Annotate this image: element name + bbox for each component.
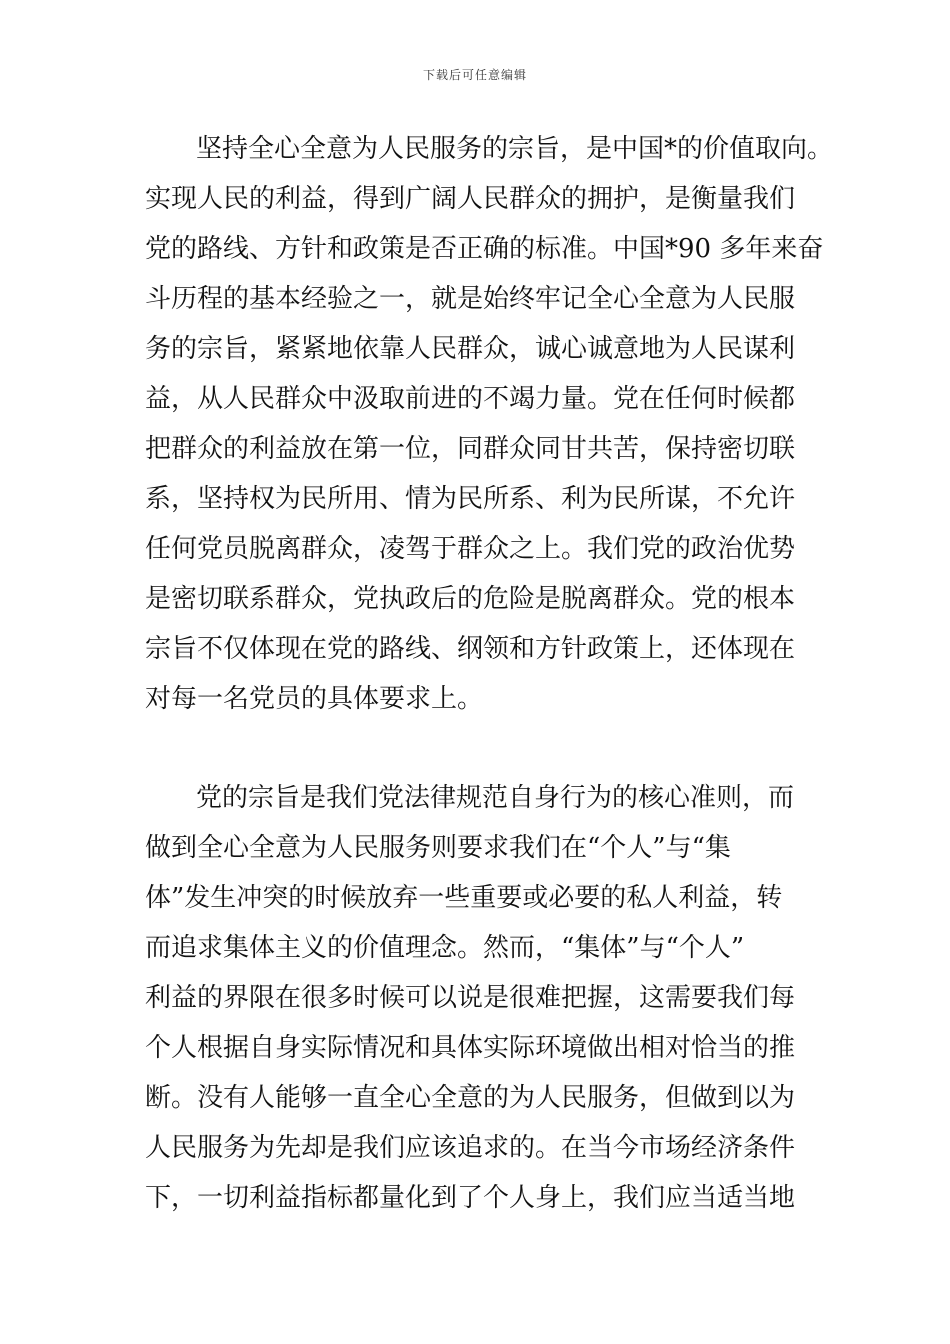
- paragraph-line: 体”发生冲突的时候放弃一些重要或必要的私人利益，转: [145, 883, 783, 913]
- paragraph-line: 是密切联系群众，党执政后的危险是脱离群众。党的根本: [145, 584, 796, 614]
- paragraph-line: 益，从人民群众中汲取前进的不竭力量。党在任何时候都: [145, 384, 796, 414]
- paragraph-line: 而追求集体主义的价值理念。然而，“集体”与“个人”: [145, 933, 745, 963]
- paragraph-line: 任何党员脱离群众，凌驾于群众之上。我们党的政治优势: [145, 534, 796, 564]
- paragraph-line: 下，一切利益指标都量化到了个人身上，我们应当适当地: [145, 1183, 796, 1213]
- paragraph-line: 党的路线、方针和政策是否正确的标准。中国*90 多年来奋: [145, 234, 824, 264]
- paragraph-line: 系，坚持权为民所用、情为民所系、利为民所谋，不允许: [145, 484, 796, 514]
- paragraph-line: 实现人民的利益，得到广阔人民群众的拥护，是衡量我们: [145, 184, 796, 214]
- paragraph-line: 对每一名党员的具体要求上。: [145, 684, 484, 714]
- paragraph-line: 断。没有人能够一直全心全意的为人民服务，但做到以为: [145, 1083, 796, 1113]
- paragraph-line: 党的宗旨是我们党法律规范自身行为的核心准则，而: [196, 783, 795, 813]
- paragraph-line: 把群众的利益放在第一位，同群众同甘共苦，保持密切联: [145, 434, 796, 464]
- paragraph-line: 做到全心全意为人民服务则要求我们在“个人”与“集: [145, 833, 731, 863]
- paragraph-line: 人民服务为先却是我们应该追求的。在当今市场经济条件: [145, 1133, 796, 1163]
- page-header: 下载后可任意编辑: [422, 68, 527, 82]
- paragraph-line: 宗旨不仅体现在党的路线、纲领和方针政策上，还体现在: [145, 634, 796, 664]
- paragraph-line: 利益的界限在很多时候可以说是很难把握，这需要我们每: [145, 983, 796, 1013]
- paragraph-line: 务的宗旨，紧紧地依靠人民群众，诚心诚意地为人民谋利: [145, 334, 796, 364]
- paragraph-line: 斗历程的基本经验之一，就是始终牢记全心全意为人民服: [145, 284, 796, 314]
- paragraph-line: 坚持全心全意为人民服务的宗旨，是中国*的价值取向。: [196, 134, 834, 164]
- paragraph-line: 个人根据自身实际情况和具体实际环境做出相对恰当的推: [145, 1033, 796, 1063]
